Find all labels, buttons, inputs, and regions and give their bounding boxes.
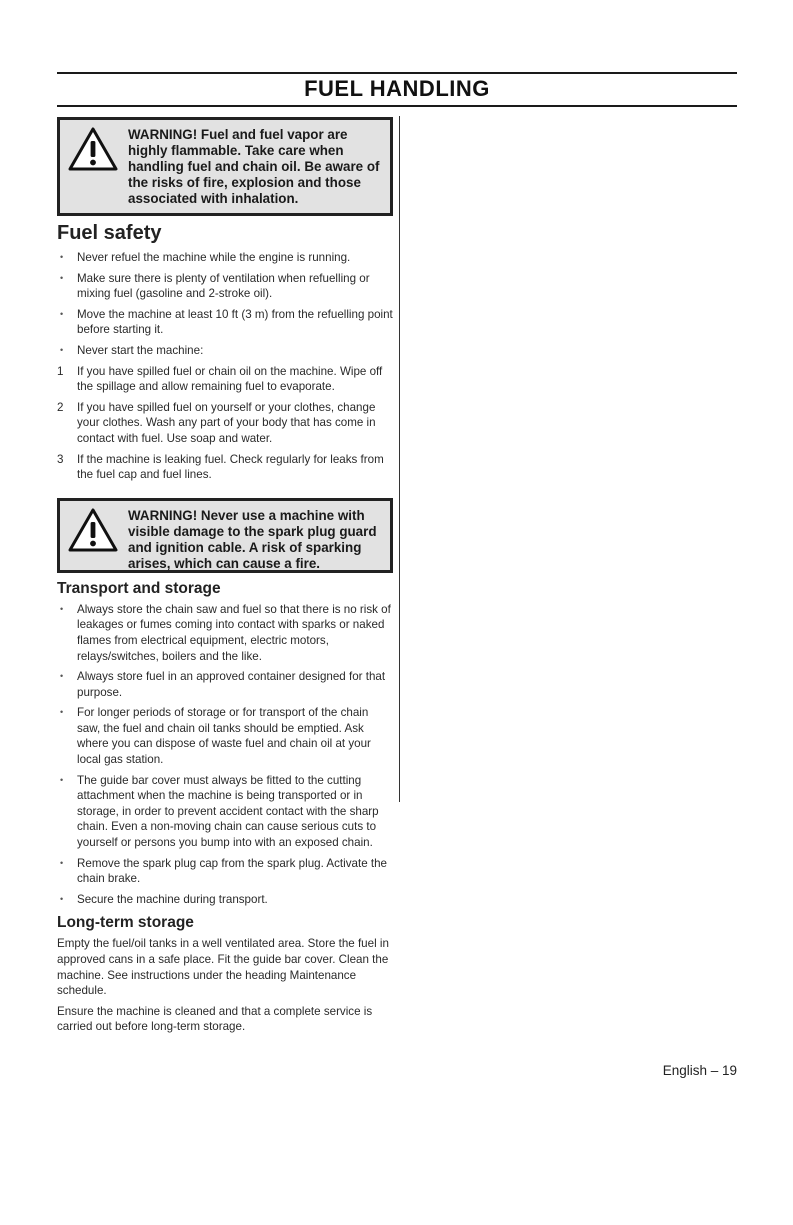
- numbered-item: [57, 364, 393, 395]
- numbered-item: [57, 400, 393, 447]
- fuel-warning-text: WARNING! Fuel and fuel vapor are highly flammable. Take care when handling fuel and chain oil. Be aware of the risks of fire, explosion and those associated with inhalation.: [128, 127, 380, 206]
- list-item: • For longer periods of storage or for transport of the chain saw, the fuel and chain oil tanks should be emptied. Ask where you can dispose of waste fuel and chain oil at your local gas station.: [57, 705, 393, 767]
- fuel-safety-list: [57, 250, 393, 359]
- warning-triangle-icon: [60, 120, 126, 172]
- item-number: 2: [57, 400, 64, 414]
- transport-storage-list: [57, 602, 393, 908]
- header-rule-top: [57, 72, 737, 74]
- item-number: 3: [57, 452, 64, 466]
- long-term-storage-paragraph: Empty the fuel/oil tanks in a well ventilated area. Store the fuel in approved cans in a safe place. Fit the guide bar cover. Clean the machine. See instructions under the heading Maintenance schedule.: [57, 937, 389, 998]
- list-item: • Never refuel the machine while the engine is running.: [57, 250, 393, 266]
- fuel-safety-heading: Fuel safety: [57, 222, 162, 244]
- item-text: If the machine is leaking fuel. Check regularly for leaks from the fuel cap and fuel lines.: [77, 452, 384, 482]
- list-item: • The guide bar cover must always be fitted to the cutting attachment when the machine is being transported or in storage, in order to prevent accident contact with the sharp chain. Even a non-moving chain can cause serious cuts to yourself or persons you bump into with an exposed chain.: [57, 773, 393, 851]
- spark-warning-text: WARNING! Never use a machine with visible damage to the spark plug guard and ignition cable. A risk of sparking arises, which can cause a fire.: [128, 507, 377, 571]
- left-column: [57, 117, 393, 1040]
- transport-storage-heading: Transport and storage: [57, 579, 221, 597]
- header-rule-bottom: [57, 105, 737, 107]
- list-item: • Move the machine at least 10 ft (3 m) from the refuelling point before starting it.: [57, 307, 393, 338]
- numbered-item: [57, 452, 393, 483]
- long-term-storage-paragraph: Ensure the machine is cleaned and that a complete service is carried out before long-term storage.: [57, 1004, 373, 1034]
- spark-warning-box: [57, 498, 393, 573]
- list-item: • Always store fuel in an approved container designed for that purpose.: [57, 669, 393, 700]
- item-number: 1: [57, 364, 64, 378]
- long-term-storage-heading: Long-term storage: [57, 914, 194, 932]
- item-text: If you have spilled fuel or chain oil on the machine. Wipe off the spillage and allow remaining fuel to evaporate.: [77, 364, 383, 394]
- list-item: • Never start the machine:: [57, 343, 393, 359]
- warning-triangle-icon: [60, 501, 126, 553]
- fuel-safety-numbered-list: [57, 364, 393, 483]
- page-footer: English – 19: [662, 1063, 737, 1078]
- list-item: • Always store the chain saw and fuel so that there is no risk of leakages or fumes coming into contact with sparks or naked flames from electrical equipment, electric motors, relays/switches, boilers and the like.: [57, 602, 393, 664]
- fuel-warning-box: [57, 117, 393, 216]
- item-text: If you have spilled fuel on yourself or your clothes, change your clothes. Wash any part of your body that has come in contact with fuel. Use soap and water.: [77, 400, 376, 445]
- list-item: • Make sure there is plenty of ventilation when refuelling or mixing fuel (gasoline and 2-stroke oil).: [57, 271, 393, 302]
- page-title: FUEL HANDLING: [304, 76, 490, 101]
- list-item: • Remove the spark plug cap from the spark plug. Activate the chain brake.: [57, 856, 393, 887]
- list-item: • Secure the machine during transport.: [57, 892, 393, 908]
- column-divider: [399, 116, 400, 802]
